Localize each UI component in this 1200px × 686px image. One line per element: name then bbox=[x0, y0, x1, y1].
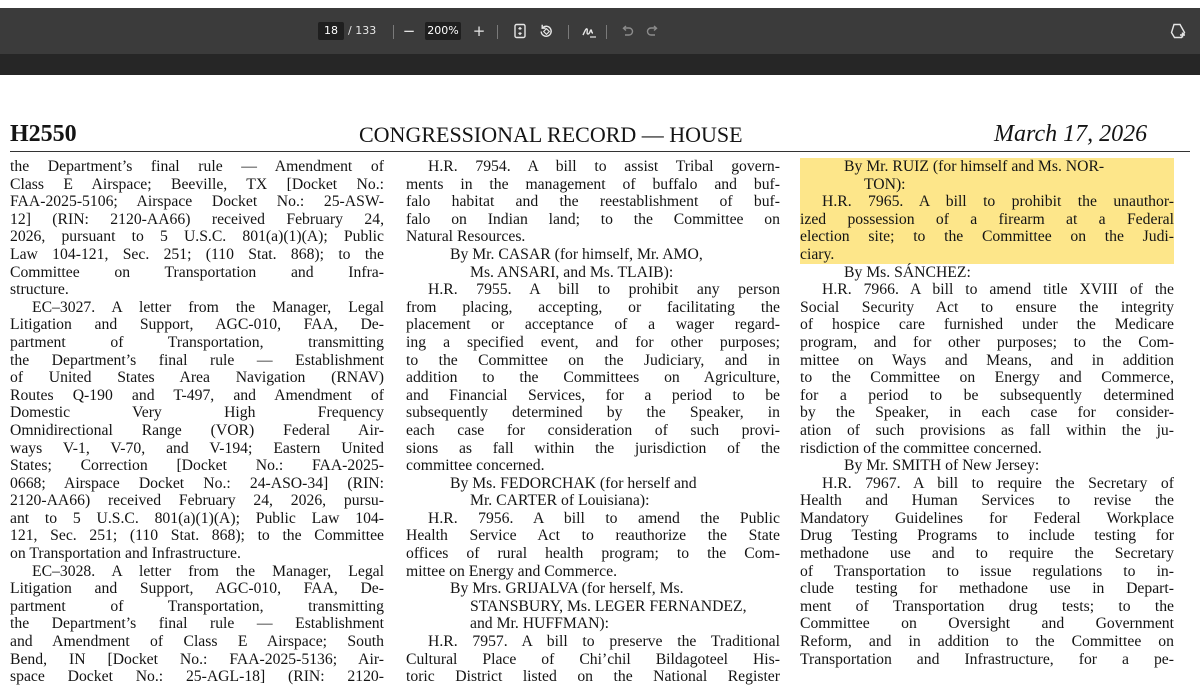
document-text-line: the Department’s final rule — Amendment of bbox=[10, 158, 384, 175]
document-text-line: ant to 5 U.S.C. 801(a)(1)(A); Public Law 104- bbox=[10, 509, 384, 527]
toolbar-divider bbox=[606, 25, 607, 39]
publication-title: CONGRESSIONAL RECORD — HOUSE bbox=[359, 122, 743, 147]
rotate-icon[interactable] bbox=[536, 21, 556, 41]
document-text-line: ciary. bbox=[800, 246, 1174, 264]
document-text-line: and Amendment of Class E Airspace; South bbox=[10, 633, 384, 651]
document-text-line: Committee on Transportation and Infra- bbox=[10, 263, 384, 281]
document-text-line: Social Security Act to ensure the integrity bbox=[800, 298, 1174, 316]
pdf-toolbar bbox=[0, 8, 1200, 54]
document-text-line: and Financial Services, for a period to be bbox=[406, 386, 780, 404]
toolbar-divider bbox=[393, 25, 394, 39]
document-text-line: subsequently determined by the Speaker, in bbox=[406, 404, 780, 422]
document-text-line: ing a specified event, and for other purposes; bbox=[406, 333, 780, 351]
document-text-line: Health and Human Services to revise the bbox=[800, 492, 1174, 510]
document-text-line: falo habitat and the reestablishment of buf- bbox=[406, 193, 780, 211]
document-text-line: By Mr. RUIZ (for himself and Ms. NOR- bbox=[800, 158, 1174, 176]
document-text-line: FAA-2025-5106; Airspace Docket No.: 25-ASW- bbox=[10, 193, 384, 211]
page-label: H2550 bbox=[10, 121, 77, 147]
document-text-line: to the Committee on the Judiciary, and in bbox=[406, 351, 780, 369]
undo-icon[interactable] bbox=[617, 21, 637, 41]
document-text-line: By Ms. SÁNCHEZ: bbox=[844, 263, 971, 281]
document-text-line: toric District listed on the National Register bbox=[406, 668, 780, 686]
document-text-line: ment of Transportation drug tests; to the bbox=[800, 597, 1174, 615]
document-text-line: By Ms. FEDORCHAK (for herself and bbox=[450, 474, 697, 492]
document-text-line: to the Committee on Energy and Commerce, bbox=[800, 369, 1174, 387]
document-text-line: H.R. 7967. A bill to require the Secretary of bbox=[822, 474, 1174, 492]
document-text-line: of hospice care furnished under the Medicare bbox=[800, 316, 1174, 334]
viewer-gutter bbox=[0, 54, 1200, 75]
document-text-line: risdiction of the committee concerned. bbox=[800, 439, 1042, 457]
document-text-line: STANSBURY, Ms. LEGER FERNANDEZ, bbox=[470, 597, 747, 615]
document-text-line: Natural Resources. bbox=[406, 228, 526, 246]
document-text-line: sions as fall within the jurisdiction of the bbox=[406, 439, 780, 457]
document-text-line: the Department’s final rule — Establishment bbox=[10, 351, 384, 369]
page-number-input[interactable]: 18 bbox=[318, 22, 344, 40]
document-text-line: structure. bbox=[10, 281, 69, 299]
document-text-line: placement or acceptance of a wager regard- bbox=[406, 316, 780, 334]
document-text-line: Law 104-121, Sec. 251; (110 Stat. 868); to the bbox=[10, 245, 384, 263]
document-text-line: ation of such provisions as fall within the ju- bbox=[800, 421, 1174, 439]
document-text-line: partment of Transportation, transmitting bbox=[10, 597, 384, 615]
redo-icon[interactable] bbox=[643, 21, 663, 41]
text-column-2 bbox=[406, 158, 780, 686]
document-text-line: Mr. CARTER of Louisiana): bbox=[470, 492, 650, 510]
document-text-line: H.R. 7955. A bill to prohibit any person bbox=[428, 281, 780, 299]
document-text-line: 2026, pursuant to 5 U.S.C. 801(a)(1)(A); Public bbox=[10, 228, 384, 246]
document-text-line: 0668; Airspace Docket No.: 24-ASO-34] (RIN: bbox=[10, 474, 384, 492]
document-text-line: Health Service Act to reauthorize the State bbox=[406, 527, 780, 545]
document-text-line: Ms. ANSARI, and Ms. TLAIB): bbox=[470, 263, 674, 281]
document-text-line: falo on Indian land; to the Committee on bbox=[406, 210, 780, 228]
document-text-line: H.R. 7957. A bill to preserve the Traditional bbox=[428, 633, 780, 651]
text-column-1 bbox=[10, 158, 384, 686]
document-text-line: Cultural Place of Chi’chil Bildagoteel His- bbox=[406, 650, 780, 668]
document-text-line: By Mrs. GRIJALVA (for herself, Ms. bbox=[450, 580, 684, 598]
document-text-line: TON): bbox=[800, 176, 1174, 194]
publication-date: March 17, 2026 bbox=[994, 121, 1148, 147]
document-text-line: H.R. 7956. A bill to amend the Public bbox=[428, 509, 780, 527]
document-text-line: H.R. 7954. A bill to assist Tribal govern- bbox=[428, 158, 780, 175]
document-text-line: for a period to be subsequently determined bbox=[800, 386, 1174, 404]
document-text-line: space Docket No.: 25-AGL-18] (RIN: 2120- bbox=[10, 668, 384, 686]
document-text-line: the Department’s final rule — Establishment bbox=[10, 615, 384, 633]
fit-page-icon[interactable] bbox=[510, 21, 530, 41]
document-text-line: of Transportation to issue regulations to in- bbox=[800, 562, 1174, 580]
document-text-line: Transportation and Infrastructure, for a pe- bbox=[800, 650, 1174, 668]
page-total: / 133 bbox=[348, 24, 377, 37]
document-text-line: EC–3028. A letter from the Manager, Legal bbox=[32, 562, 384, 580]
document-text-line: By Mr. SMITH of New Jersey: bbox=[844, 457, 1040, 475]
document-text-line: methadone use and to require the Secretary bbox=[800, 545, 1174, 563]
document-text-line: mittee on Energy and Commerce. bbox=[406, 562, 617, 580]
document-text-line: H.R. 7966. A bill to amend title XVIII of the bbox=[822, 281, 1174, 299]
zoom-in-button[interactable]: + bbox=[472, 22, 486, 40]
document-text-line: clude testing for methadone use in Depart- bbox=[800, 580, 1174, 598]
document-text-line: Domestic Very High Frequency bbox=[10, 404, 384, 422]
document-text-line: committee concerned. bbox=[406, 457, 545, 475]
document-text-line: ways V-1, V-70, and V-194; Eastern United bbox=[10, 439, 384, 457]
document-text-line: Drug Testing Programs to include testing for bbox=[800, 527, 1174, 545]
document-text-line: on Transportation and Infrastructure. bbox=[10, 545, 241, 563]
document-text-line: EC–3027. A letter from the Manager, Legal bbox=[32, 298, 384, 316]
document-text-line: Committee on Oversight and Government bbox=[800, 615, 1174, 633]
document-text-line: partment of Transportation, transmitting bbox=[10, 333, 384, 351]
document-text-line: Litigation and Support, AGC-010, FAA, De- bbox=[10, 316, 384, 334]
text-column-3 bbox=[800, 158, 1174, 668]
document-text-line: States; Correction [Docket No.: FAA-2025- bbox=[10, 457, 384, 475]
zoom-out-button[interactable]: − bbox=[402, 22, 416, 40]
document-text-line: ized possession of a firearm at a Federal bbox=[800, 210, 1174, 228]
document-text-line: of United States Area Navigation (RNAV) bbox=[10, 369, 384, 387]
document-text-line: By Mr. CASAR (for himself, Mr. AMO, bbox=[450, 245, 703, 263]
zoom-level-input[interactable]: 200% bbox=[425, 22, 461, 40]
document-text-line: by the Speaker, in each case for consider- bbox=[800, 404, 1174, 422]
document-text-line: addition to the Committees on Agriculture, bbox=[406, 369, 780, 387]
document-text-line: from placing, accepting, or facilitating the bbox=[406, 298, 780, 316]
document-text-line: Class E Airspace; Beeville, TX [Docket No.: bbox=[10, 175, 384, 193]
document-text-line: ments in the management of buffalo and buf- bbox=[406, 175, 780, 193]
document-text-line: Routes Q-190 and T-497, and Amendment of bbox=[10, 386, 384, 404]
document-text-line: each case for consideration of such provi- bbox=[406, 421, 780, 439]
document-text-line: 2120-AA66) received February 24, 2026, pursu- bbox=[10, 492, 384, 510]
document-text-line: election site; to the Committee on the Judi- bbox=[800, 228, 1174, 246]
document-text-line: Reform, and in addition to the Committee on bbox=[800, 633, 1174, 651]
window-top-strip bbox=[0, 0, 1200, 8]
document-text-line: 121, Sec. 251; (110 Stat. 868); to the Committee bbox=[10, 527, 384, 545]
add-to-drive-icon[interactable] bbox=[1168, 21, 1188, 41]
document-text-line: mittee on Ways and Means, and in addition bbox=[800, 351, 1174, 369]
draw-icon[interactable] bbox=[579, 21, 599, 41]
document-text-line: Bend, IN [Docket No.: FAA-2025-5136; Air- bbox=[10, 650, 384, 668]
document-text-line: and Mr. HUFFMAN): bbox=[470, 615, 610, 633]
header-rule bbox=[10, 151, 1190, 152]
document-text-line: Mandatory Guidelines for Federal Workplace bbox=[800, 509, 1174, 527]
toolbar-divider bbox=[568, 25, 569, 39]
document-text-line: program, and for other purposes; to the Com- bbox=[800, 333, 1174, 351]
document-text-line: H.R. 7965. A bill to prohibit the unauthor- bbox=[800, 193, 1174, 211]
document-text-line: Litigation and Support, AGC-010, FAA, De- bbox=[10, 580, 384, 598]
pdf-page bbox=[0, 75, 1200, 686]
toolbar-divider bbox=[497, 25, 498, 39]
document-text-line: offices of rural health program; to the Com- bbox=[406, 545, 780, 563]
document-text-line: 12] (RIN: 2120-AA66) received February 24, bbox=[10, 210, 384, 228]
document-text-line: Omnidirectional Range (VOR) Federal Air- bbox=[10, 421, 384, 439]
